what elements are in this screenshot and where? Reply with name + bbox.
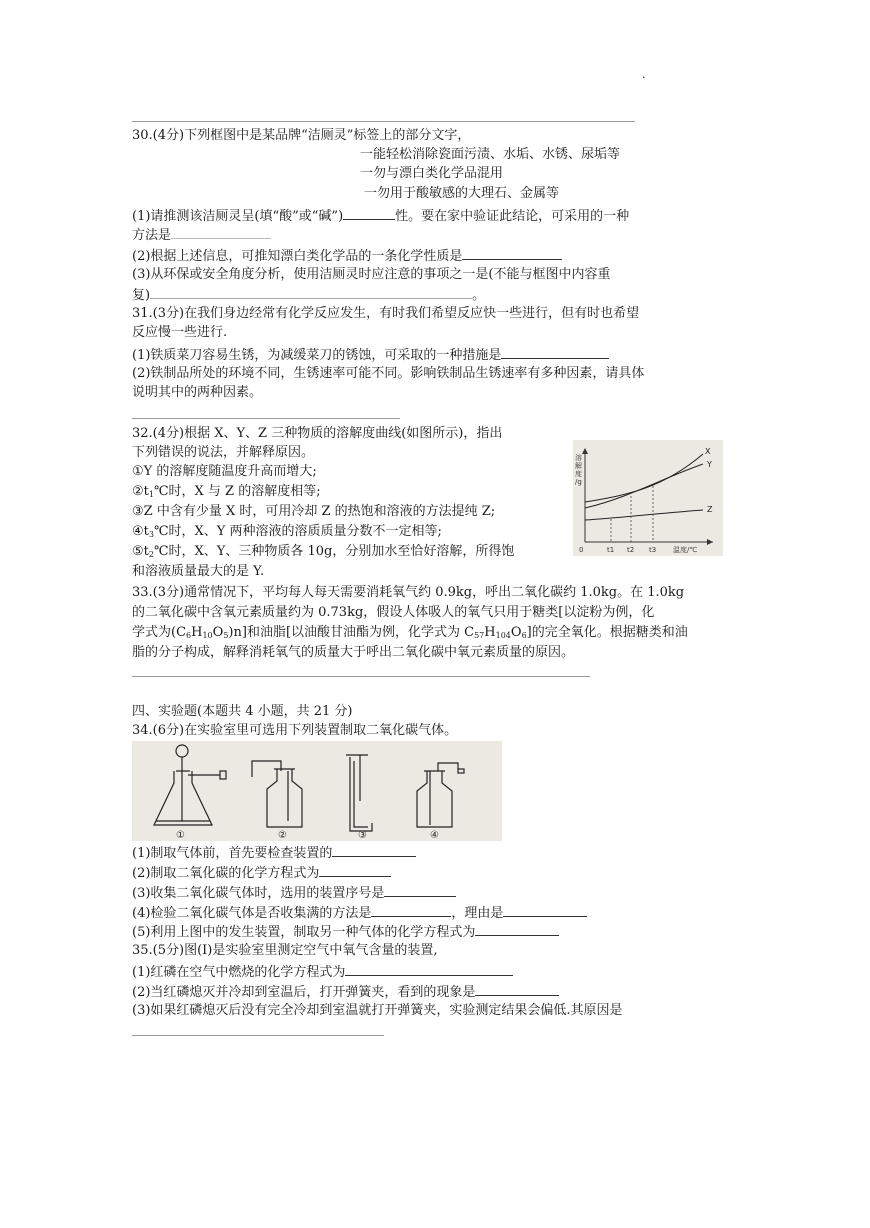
q32-title-cont: 下列错误的说法，并解释原因。: [132, 445, 315, 460]
curve-z-label: Z: [707, 505, 713, 514]
apparatus-4: [417, 763, 464, 827]
q30-part-3: (3)从环保或安全角度分析，使用洁厕灵时应注意的事项之一是(不能与框图中内容重: [132, 267, 611, 282]
answer-blank[interactable]: [462, 246, 562, 260]
q31-part-2-cont: 说明其中的两种因素。: [132, 385, 263, 400]
answer-blank[interactable]: [332, 843, 416, 857]
answer-blank[interactable]: [150, 285, 472, 299]
q32-title: 32.(4分)根据 X、Y、Z 三种物质的溶解度曲线(如图所示)，指出: [132, 426, 503, 441]
answer-blank[interactable]: [343, 206, 395, 220]
q30-box-line-1: 一能轻松消除瓷面污渍、水垢、水锈、尿垢等: [360, 147, 621, 162]
curve-y: [585, 464, 703, 508]
apparatus-label-2: ②: [278, 830, 287, 841]
solubility-curve-figure: [573, 440, 723, 556]
q33-line-2: 的二氧化碳中含氧元素质量约为 0.73kg，假设人体吸人的氧气只用于糖类[以淀粉为例，化: [132, 605, 655, 620]
origin-label: 0: [579, 546, 584, 554]
apparatus-2: [252, 761, 302, 827]
q31-title-cont: 反应慢一些进行.: [132, 325, 228, 340]
section-4-heading: 四、实验题(本题共 4 小题，共 21 分): [132, 704, 353, 719]
y-label-char-2: 解: [575, 462, 582, 470]
tick-t1: t1: [607, 546, 615, 554]
q32-item-5-cont: 和溶液质量最大的是 Y.: [132, 564, 265, 579]
q30-box-line-2: 一勿与漂白类化学品混用: [360, 166, 504, 181]
q30-part-2: (2)根据上述信息，可推知漂白类化学品的一条化学性质是: [132, 246, 562, 266]
curve-y-label: Y: [707, 460, 712, 469]
apparatus-label-4: ④: [430, 830, 439, 841]
answer-rule: [132, 121, 635, 122]
q31-part-2: (2)铁制品所处的环境不同，生锈速率可能不同。影响铁制品生锈速率有多种因素，请具体: [132, 366, 645, 381]
q34-part-1: (1)制取气体前，首先要检查装置的: [132, 843, 416, 863]
q34-part-5: (5)利用上图中的发生装置，制取另一种气体的化学方程式为: [132, 922, 559, 942]
q31-part-1: (1)铁质菜刀容易生锈，为减缓菜刀的锈蚀，可采取的一种措施是: [132, 345, 609, 365]
q34-part-2: (2)制取二氧化碳的化学方程式为: [132, 863, 391, 883]
answer-blank[interactable]: [371, 903, 451, 917]
q32-item-4: $④t_3℃$时，X、Y 两种溶液的溶质质量分数不一定相等;: [132, 524, 442, 539]
q35-part-1: (1)红磷在空气中燃烧的化学方程式为: [132, 962, 513, 982]
apparatus-1: [154, 745, 226, 825]
answer-blank[interactable]: [503, 903, 587, 917]
curve-x-label: X: [705, 447, 711, 456]
answer-blank[interactable]: [501, 345, 609, 359]
answer-rule: [132, 676, 590, 677]
y-unit: /g: [575, 478, 582, 486]
q30-box-line-3: 一勿用于酸敏感的大理石、金属等: [364, 186, 560, 201]
q30-part-3-cont: 复) 。: [132, 285, 485, 305]
q30-title: 30.(4分)下列框图中是某品牌“洁厕灵”标签上的部分文字，: [132, 128, 471, 143]
q35-part-2: (2)当红磷熄灭并冷却到室温后，打开弹簧夹，看到的现象是: [132, 982, 559, 1002]
answer-blank[interactable]: [475, 922, 559, 936]
q34-title: 34.(6分)在实验室里可选用下列装置制取二氧化碳气体。: [132, 723, 458, 738]
q35-title: 35.(5分)图(Ⅰ)是实验室里测定空气中氧气含量的装置,: [132, 943, 438, 958]
q33-line-3: 学式为$(C_6H_{10}O_5)n$]和油脂[以油酸甘油酯为例，化学式为 $C_{57}H_{104}O_6$]的完全氧化。根据糖类和油: [132, 625, 688, 640]
apparatus-drawing: [132, 741, 502, 841]
q35-part-3: (3)如果红磷熄灭后没有完全冷却到室温就打开弹簧夹，实验测定结果会偏低.其原因是: [132, 1003, 623, 1018]
answer-blank[interactable]: [345, 962, 513, 976]
apparatus-label-3: ③: [358, 830, 367, 841]
q31-title: 31.(3分)在我们身边经常有化学反应发生，有时我们希望反应快一些进行，但有时也希望: [132, 306, 640, 321]
q34-part-3: (3)收集二氧化碳气体时，选用的装置序号是: [132, 883, 456, 903]
q32-item-1: ①Y 的溶解度随温度升高而增大;: [132, 464, 317, 479]
curve-z: [585, 510, 703, 520]
apparatus-label-1: ①: [176, 830, 185, 841]
curve-x: [585, 454, 703, 502]
tick-t2: t2: [627, 546, 635, 554]
q30-part-1-cont: 方法是: [132, 225, 271, 245]
apparatus-3: [346, 755, 372, 831]
answer-blank[interactable]: [475, 982, 559, 996]
tick-t3: t3: [649, 546, 657, 554]
q33-line-4: 脂的分子构成，解释消耗氧气的质量大于呼出二氧化碳中氧元素质量的原因。: [132, 645, 575, 660]
q32-item-2: $②t_1℃$时，X 与 Z 的溶解度相等;: [132, 484, 321, 499]
answer-blank[interactable]: [319, 863, 391, 877]
corner-dot: .: [642, 68, 646, 81]
q32-item-5: $⑤t_2℃$时，X、Y、三种物质各 10g，分别加水至恰好溶解，所得饱: [132, 544, 515, 559]
q33-line-1: 33.(3分)通常情况下，平均每人每天需要消耗氧气约 0.9kg，呼出二氧化碳约 1.0kg。在 1.0kg: [132, 585, 685, 600]
solubility-curve-graph: [573, 440, 723, 556]
q32-item-3: ③Z 中含有少量 X 时，可用冷却 Z 的热饱和溶液的方法提纯 Z;: [132, 504, 496, 519]
answer-blank[interactable]: [384, 883, 456, 897]
q30-part-1: (1)请推测该洁厕灵呈(填“酸”或“碱”) 性。要在家中验证此结论，可采用的一种: [132, 206, 629, 226]
answer-rule: [132, 1035, 384, 1036]
y-label-char-3: 度: [575, 470, 582, 478]
y-label-char-1: 溶: [575, 454, 582, 462]
co2-apparatus-figure: [132, 741, 502, 841]
x-axis-label: 温度/℃: [673, 546, 698, 554]
answer-rule: [132, 418, 400, 419]
q34-part-4: (4)检验二氧化碳气体是否收集满的方法是 ，理由是: [132, 903, 587, 923]
answer-blank[interactable]: [171, 225, 271, 239]
